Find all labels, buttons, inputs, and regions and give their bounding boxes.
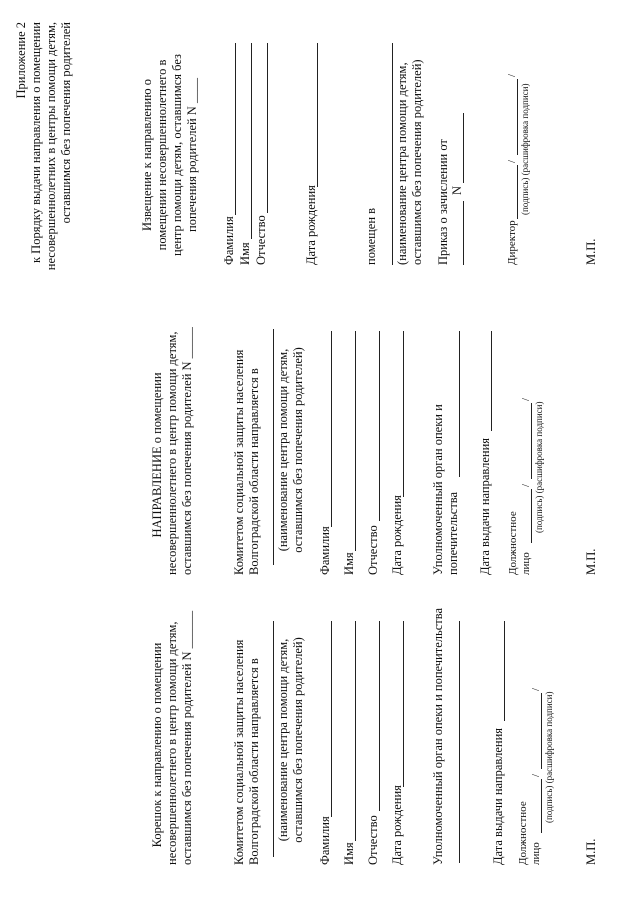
stub-birth-line[interactable] xyxy=(403,621,404,787)
referral-guardian-2: попечительства xyxy=(446,491,460,575)
notice-order-date-line[interactable] xyxy=(463,201,464,265)
notice-signature-line[interactable] xyxy=(517,165,518,219)
notice-heading-1: Извещение к направлению о xyxy=(140,79,154,231)
stub-seal: М.П. xyxy=(584,838,598,865)
stub-oblast: Волгоградской области направляется в xyxy=(247,658,261,865)
referral-center-caption-2: оставшимся без попечения родителей) xyxy=(291,347,305,553)
notice-order-no-label: N xyxy=(450,185,464,195)
stub-heading-1: Корешок к направлению о помещении xyxy=(150,642,164,848)
stub-patronymic-line[interactable] xyxy=(379,621,380,811)
notice-director-label: Директор xyxy=(506,220,518,265)
stub-signature-slash: / xyxy=(530,773,542,777)
notice-seal: М.П. xyxy=(584,238,598,265)
referral-committee: Комитетом социальной защиты населения xyxy=(232,349,246,575)
stub-patronymic-label: Отчество xyxy=(366,815,380,865)
stub-decode-line[interactable] xyxy=(541,693,542,769)
referral-decode-slash: / xyxy=(520,397,532,401)
referral-signature-slash: / xyxy=(520,483,532,487)
referral-guardian-1: Уполномоченный орган опеки и xyxy=(431,404,445,575)
stub-signature-line[interactable] xyxy=(541,779,542,833)
stub-surname-line[interactable] xyxy=(331,621,332,817)
referral-birth-label: Дата рождения xyxy=(390,495,404,575)
notice-name-line[interactable] xyxy=(251,43,252,239)
referral-name-label: Имя xyxy=(342,552,356,575)
referral-seal: М.П. xyxy=(584,548,598,575)
notice-name-label: Имя xyxy=(238,242,252,265)
stub-birth-label: Дата рождения xyxy=(390,785,404,865)
notice-patronymic-line[interactable] xyxy=(267,43,268,213)
notice-order-label: Приказ о зачислении от xyxy=(436,139,450,265)
notice-order-no-line[interactable] xyxy=(463,113,464,183)
notice-heading-4: попечения родителей N ____ xyxy=(185,78,199,232)
notice-birth-line[interactable] xyxy=(317,43,318,187)
appendix-line-2: несовершеннолетних в центры помощи детям, xyxy=(44,22,58,271)
referral-surname-label: Фамилия xyxy=(318,526,332,575)
stub-center-line xyxy=(273,621,274,857)
referral-surname-line[interactable] xyxy=(331,331,332,527)
stub-heading-2: несовершеннолетнего в центр помощи детям, xyxy=(165,621,179,865)
stub-surname-label: Фамилия xyxy=(318,816,332,865)
notice-signature-caption: (подпись) (расшифровка подписи) xyxy=(520,83,530,215)
referral-heading-3: оставшимся без попечения родителей N _____ xyxy=(180,327,194,575)
referral-center-line[interactable] xyxy=(273,329,274,565)
referral-center-caption-1: (наименование центра помощи детям, xyxy=(276,348,290,552)
notice-center-line[interactable] xyxy=(392,43,393,265)
stub-name-line[interactable] xyxy=(355,621,356,841)
notice-heading-3: центр помощи детям, оставшимся без xyxy=(170,54,184,256)
stub-official-2: лицо xyxy=(530,842,542,865)
notice-birth-label: Дата рождения xyxy=(304,185,318,265)
referral-decode-line[interactable] xyxy=(531,403,532,479)
notice-center-caption-1: (наименование центра помощи детям, xyxy=(395,62,409,265)
notice-decode-slash: / xyxy=(506,73,518,77)
stub-guardian-label: Уполномоченный орган опеки и попечительства xyxy=(431,608,445,865)
appendix-line-1: к Порядку выдачи направления о помещении xyxy=(29,22,43,264)
stub-decode-slash: / xyxy=(530,687,542,691)
referral-official-2: лицо xyxy=(520,552,532,575)
notice-heading-2: помещении несовершеннолетнего в xyxy=(155,59,169,251)
stub-heading-3: оставшимся без попечения родителей N ______ xyxy=(180,610,194,865)
stub-center-caption-1: (наименование центра помощи детям, xyxy=(276,638,290,842)
referral-signature-line[interactable] xyxy=(531,489,532,543)
stub-issue-label: Дата выдачи направления xyxy=(491,727,505,865)
referral-guardian-line[interactable] xyxy=(459,331,460,477)
notice-surname-label: Фамилия xyxy=(222,216,236,265)
referral-patronymic-label: Отчество xyxy=(366,525,380,575)
referral-birth-line[interactable] xyxy=(403,331,404,497)
stub-name-label: Имя xyxy=(342,842,356,865)
notice-center-caption-2: оставшимся без попечения родителей) xyxy=(410,59,424,265)
referral-heading-2: несовершеннолетнего в центр помощи детям, xyxy=(165,331,179,575)
appendix-title: Приложение 2 xyxy=(14,22,28,99)
stub-guardian-line[interactable] xyxy=(459,621,460,863)
stub-signature-caption: (подпись) (расшифровка подписи) xyxy=(544,691,554,823)
notice-signature-slash: / xyxy=(506,159,518,163)
stub-committee: Комитетом социальной защиты населения xyxy=(232,639,246,865)
referral-heading-1: НАПРАВЛЕНИЕ о помещении xyxy=(150,372,164,538)
referral-name-line[interactable] xyxy=(355,331,356,551)
stub-official-1: Должностное xyxy=(517,801,529,865)
notice-patronymic-label: Отчество xyxy=(254,215,268,265)
referral-signature-caption: (подпись) (расшифровка подписи) xyxy=(534,401,544,533)
notice-decode-line[interactable] xyxy=(517,79,518,155)
stub-center-caption-2: оставшимся без попечения родителей) xyxy=(291,637,305,843)
appendix-line-3: оставшимся без попечения родителей xyxy=(59,22,73,224)
referral-patronymic-line[interactable] xyxy=(379,331,380,521)
notice-surname-line[interactable] xyxy=(235,43,236,215)
notice-placed-label: помещен в xyxy=(364,207,378,265)
referral-official-1: Должностное xyxy=(507,511,519,575)
referral-oblast: Волгоградской области направляется в xyxy=(247,368,261,575)
stub-issue-line[interactable] xyxy=(504,621,505,721)
referral-issue-line[interactable] xyxy=(491,331,492,431)
referral-issue-label: Дата выдачи направления xyxy=(478,437,492,575)
